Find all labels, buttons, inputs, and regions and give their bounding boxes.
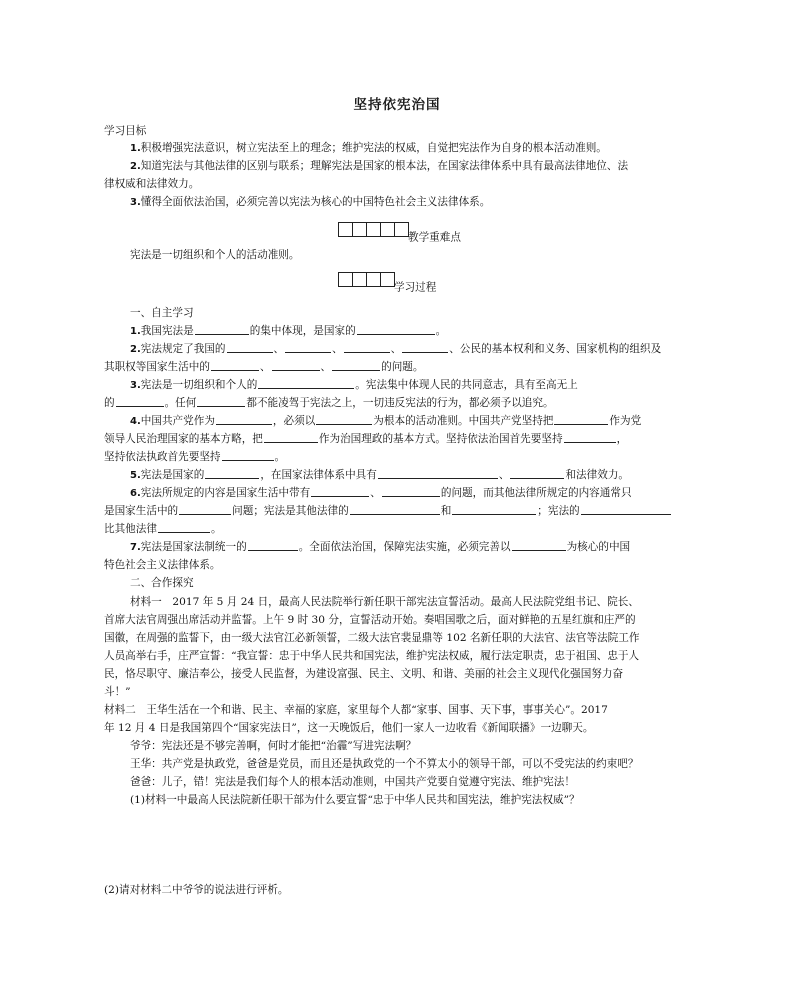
key-points-header: 教学重难点 [338, 222, 461, 245]
process-header: 学习过程 [338, 272, 436, 295]
question-3-cont: 的 。任何 都不能凌驾于宪法之上，一切违反宪法的行为，都必须予以追究。 [104, 397, 554, 409]
question-6: 6.宪法所规定的内容是国家生活中带有 、 的问题，而其他法律所规定的内容通常只 [130, 487, 632, 499]
question-4-cont: 领导人民治理国家的基本方略，把 作为治国理政的基本方式。坚持依法治国首先要坚持 ， [104, 433, 628, 445]
material-1-line: 材料一 2017 年 5 月 24 日，最高人民法院举行新任职干部宪法宣誓活动。最高人民法院党组书记、院长、 [130, 596, 639, 608]
question-7-cont: 特色社会主义法律体系。 [104, 559, 221, 571]
question-6-cont2: 比其他法律 。 [104, 523, 222, 535]
material-1-line: 人员高举右手，庄严宣誓：“我宣誓：忠于中华人民共和国宪法，维护宪法权威，履行法定职责，忠于祖国、忠于人 [104, 650, 640, 662]
material-2-line: 年 12 月 4 日是我国第四个“国家宪法日”，这一天晚饭后，他们一家人一边收看《新闻联播》一边聊天。 [104, 722, 594, 734]
objective-2-cont: 律权威和法律效力。 [104, 178, 200, 190]
header-boxes [338, 272, 394, 291]
page-title: 坚持依宪治国 [353, 97, 441, 113]
question-4-cont2: 坚持依法执政首先要坚持 。 [104, 451, 286, 463]
header-boxes [338, 222, 408, 241]
material-1-line: 国徽，在周强的监誓下，由一级大法官江必新领誓，二级大法官裴显鼎等 102 名新任职的大法官、法官等法院工作 [104, 632, 640, 644]
cooperation-heading: 二、合作探究 [130, 577, 194, 589]
objectives-heading: 学习目标 [104, 125, 147, 137]
question-6-cont: 是国家生活中的 问题；宪法是其他法律的 和 ；宪法的 [104, 504, 672, 518]
question-4: 4.中国共产党作为 ，必须以 为根本的活动准则。中国共产党坚持把 作为党 [130, 415, 642, 427]
question-5: 5.宪法是国家的 ，在国家法律体系中具有 、 和法律效力。 [130, 469, 630, 481]
question-1: 1.我国宪法是 的集中体现，是国家的 。 [130, 325, 447, 337]
material-1-line: 斗！” [104, 686, 131, 698]
material-2-line: 爸爸：儿子，错！宪法是我们每个人的根本活动准则，中国共产党要自觉遵守宪法、维护宪法！ [130, 776, 575, 788]
material-2-line: 爷爷：宪法还是不够完善啊，何时才能把“治霾”写进宪法啊？ [130, 740, 417, 752]
question-analysis-2: (2)请对材料二中爷爷的说法进行评析。 [104, 884, 289, 896]
material-2-line: 材料二 王华生活在一个和谐、民主、幸福的家庭，家里每个人都“家事、国事、天下事，事事关心”。2017 [104, 704, 608, 716]
objective-2: 2.知道宪法与其他法律的区别与联系；理解宪法是国家的根本法，在国家法律体系中具有最高法律地位、法 [130, 160, 629, 172]
question-3: 3.宪法是一切组织和个人的 。宪法集中体现人民的共同意志，具有至高无上 [130, 379, 578, 391]
key-points-text: 宪法是一切组织和个人的活动准则。 [130, 249, 300, 261]
material-2-line: 王华：共产党是执政党，爸爸是党员，而且还是执政党的一个不算太小的领导干部，可以不受宪法的约束吧？ [130, 758, 639, 770]
material-1-line: 民，恪尽职守、廉洁奉公，接受人民监督，为建设富强、民主、文明、和谐、美丽的社会主义现代化强国努力奋 [104, 668, 624, 680]
question-7: 7.宪法是国家法制统一的 。全面依法治国，保障宪法实施，必须完善以 为核心的中国 [130, 541, 631, 553]
question-2: 2.宪法规定了我国的 、 、 、 、公民的基本权利和义务、国家机构的组织及 [130, 343, 662, 355]
objective-3: 3.懂得全面依法治国，必须完善以宪法为核心的中国特色社会主义法律体系。 [130, 196, 491, 208]
objective-1: 1.积极增强宪法意识，树立宪法至上的理念；维护宪法的权威，自觉把宪法作为自身的根本活动准则。 [130, 142, 607, 154]
self-study-heading: 一、自主学习 [130, 307, 194, 319]
question-analysis-1: (1)材料一中最高人民法院新任职干部为什么要宣誓“忠于中华人民共和国宪法，维护宪法权威”？ [130, 794, 580, 806]
question-2-cont: 其职权等国家生活中的 、 、 的问题。 [104, 361, 424, 373]
material-1-line: 首席大法官周强出席活动并监誓。上午 9 时 30 分，宣誓活动开始。奏唱国歌之后，面对鲜艳的五星红旗和庄严的 [104, 614, 636, 626]
